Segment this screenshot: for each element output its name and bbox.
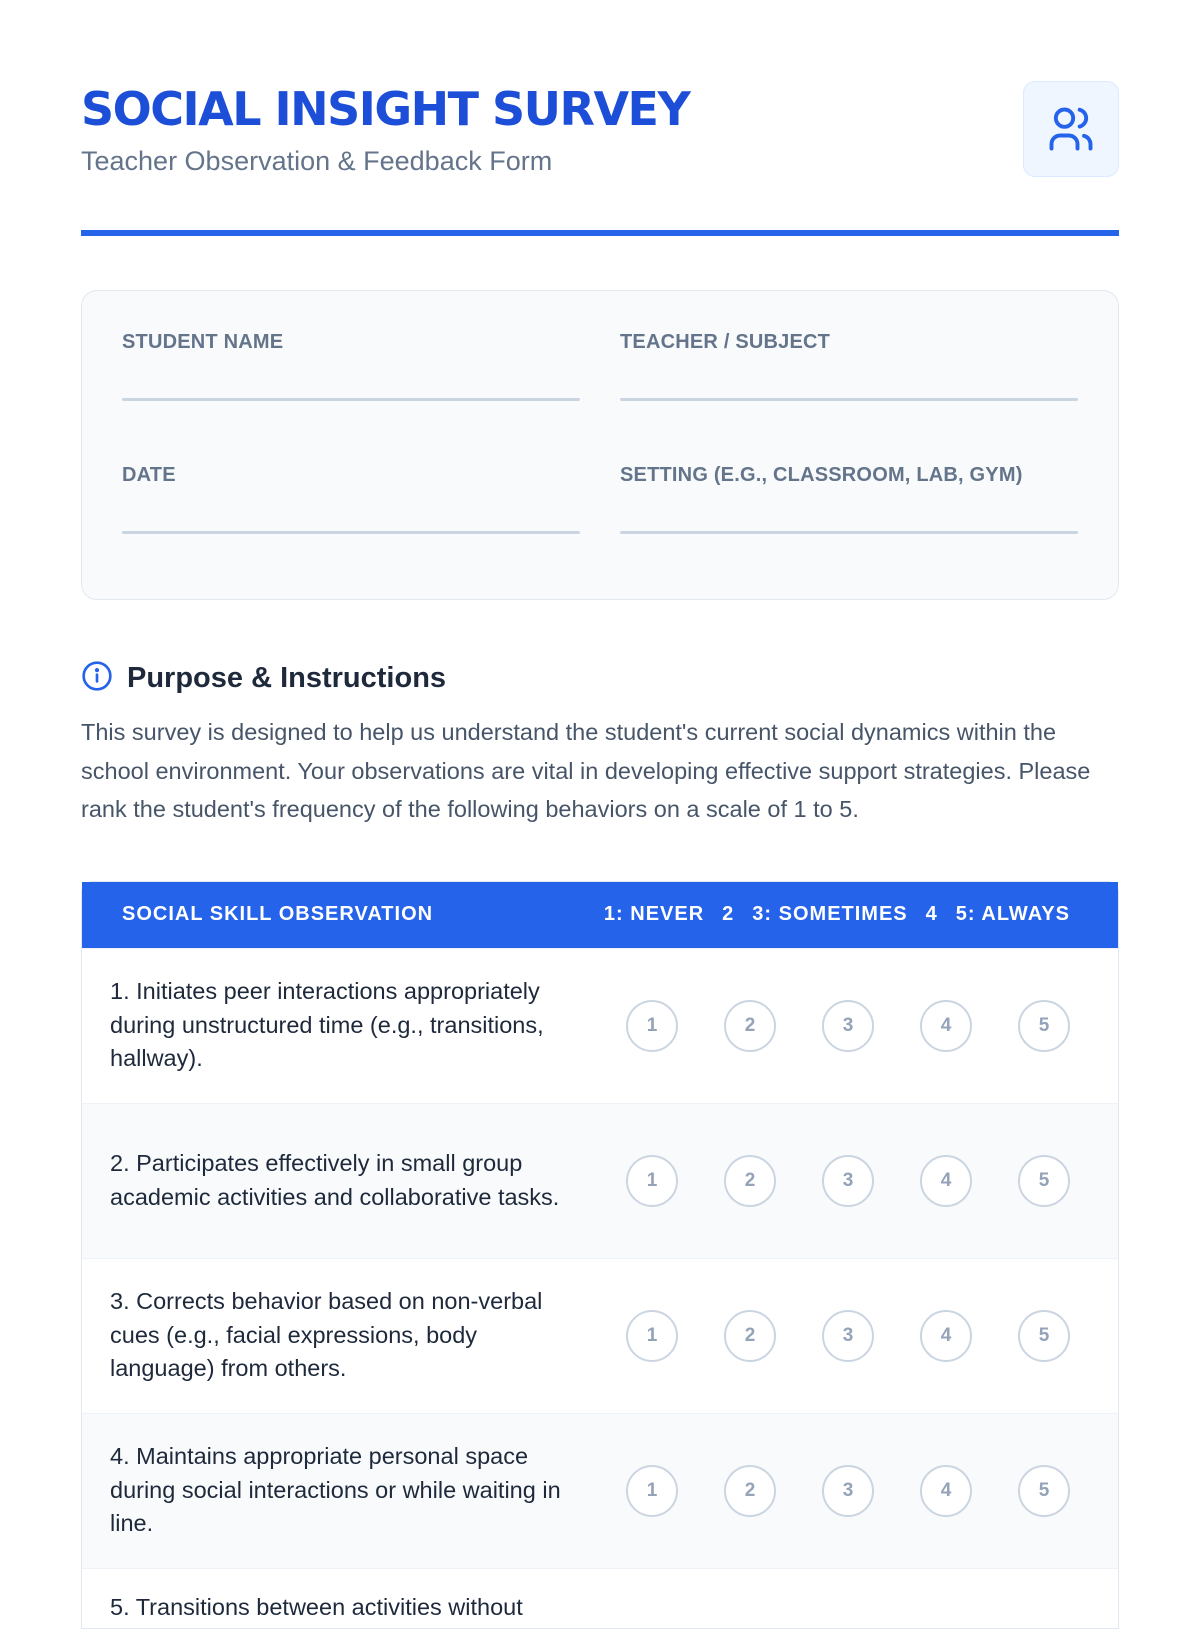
rating-option[interactable]: 4 xyxy=(920,1155,972,1207)
teacher-subject-field[interactable] xyxy=(620,331,1078,426)
rating-group xyxy=(626,1310,1070,1362)
field-underline[interactable] xyxy=(122,531,580,534)
users-icon xyxy=(1023,81,1119,177)
rating-option[interactable]: 5 xyxy=(1018,1465,1070,1517)
field-label: STUDENT NAME xyxy=(122,331,284,353)
field-underline[interactable] xyxy=(122,398,580,401)
field-label: DATE xyxy=(122,464,176,486)
rating-option[interactable]: 1 xyxy=(626,1000,678,1052)
observation-table xyxy=(81,881,1119,1629)
rating-option[interactable]: 2 xyxy=(724,1465,776,1517)
field-underline[interactable] xyxy=(620,531,1078,534)
skill-text: 3. Corrects behavior based on non-verbal cues (e.g., facial expressions, body language) from others. xyxy=(110,1288,543,1382)
rating-option[interactable]: 1 xyxy=(626,1310,678,1362)
rating-option[interactable]: 2 xyxy=(724,1155,776,1207)
date-field[interactable] xyxy=(122,464,580,559)
scale-label: 3: SOMETIMES xyxy=(752,903,908,925)
rating-option[interactable]: 2 xyxy=(724,1000,776,1052)
rating-option[interactable]: 5 xyxy=(1018,1155,1070,1207)
rating-option[interactable]: 3 xyxy=(822,1155,874,1207)
info-icon xyxy=(81,660,113,697)
header xyxy=(81,0,1119,236)
rating-group xyxy=(626,1155,1070,1207)
field-label: SETTING (E.G., CLASSROOM, LAB, GYM) xyxy=(620,464,1023,486)
table-row xyxy=(82,1103,1118,1258)
skill-text: 4. Maintains appropriate personal space during social interactions or while waiting in line. xyxy=(110,1443,561,1537)
page-title: SOCIAL INSIGHT SURVEY xyxy=(81,82,690,136)
purpose-title: Purpose & Instructions xyxy=(127,662,447,694)
skill-text: 1. Initiates peer interactions appropriately during unstructured time (e.g., transitions, hallway). xyxy=(110,978,544,1072)
field-label: TEACHER / SUBJECT xyxy=(620,331,831,353)
student-info-card xyxy=(81,290,1119,600)
rating-option[interactable]: 4 xyxy=(920,1000,972,1052)
table-row xyxy=(82,1413,1118,1568)
rating-option[interactable]: 5 xyxy=(1018,1000,1070,1052)
page-subtitle: Teacher Observation & Feedback Form xyxy=(81,146,553,176)
rating-group xyxy=(626,1465,1070,1517)
scale-label: 1: NEVER xyxy=(603,903,705,925)
rating-option[interactable]: 4 xyxy=(920,1310,972,1362)
rating-option[interactable]: 3 xyxy=(822,1310,874,1362)
skill-text: 5. Transitions between activities without xyxy=(110,1593,523,1620)
purpose-text: This survey is designed to help us understand the student's current social dynamics within the school environment. Your observations are vital in developing effective support strategies. Please rank the student's frequency of the following behaviors on a scale of 1 to 5. xyxy=(81,719,1091,822)
rating-option[interactable]: 3 xyxy=(822,1000,874,1052)
setting-field[interactable] xyxy=(620,464,1078,559)
table-row xyxy=(82,1568,1118,1628)
field-underline[interactable] xyxy=(620,398,1078,401)
scale-label: 4 xyxy=(925,903,938,925)
rating-option[interactable]: 1 xyxy=(626,1155,678,1207)
rating-option[interactable]: 3 xyxy=(822,1465,874,1517)
purpose-heading xyxy=(81,660,1119,697)
scale-label: 2 xyxy=(722,903,735,925)
rating-option[interactable]: 4 xyxy=(920,1465,972,1517)
rating-group xyxy=(626,1000,1070,1052)
header-scale xyxy=(604,903,1070,926)
table-row xyxy=(82,1258,1118,1413)
scale-label: 5: ALWAYS xyxy=(955,903,1070,925)
rating-option[interactable]: 1 xyxy=(626,1465,678,1517)
table-header xyxy=(82,882,1118,948)
table-row xyxy=(82,948,1118,1103)
header-skill: SOCIAL SKILL OBSERVATION xyxy=(122,903,434,925)
rating-option[interactable]: 2 xyxy=(724,1310,776,1362)
skill-text: 2. Participates effectively in small group academic activities and collaborative tasks. xyxy=(110,1150,560,1210)
student-name-field[interactable] xyxy=(122,331,580,426)
rating-option[interactable]: 5 xyxy=(1018,1310,1070,1362)
